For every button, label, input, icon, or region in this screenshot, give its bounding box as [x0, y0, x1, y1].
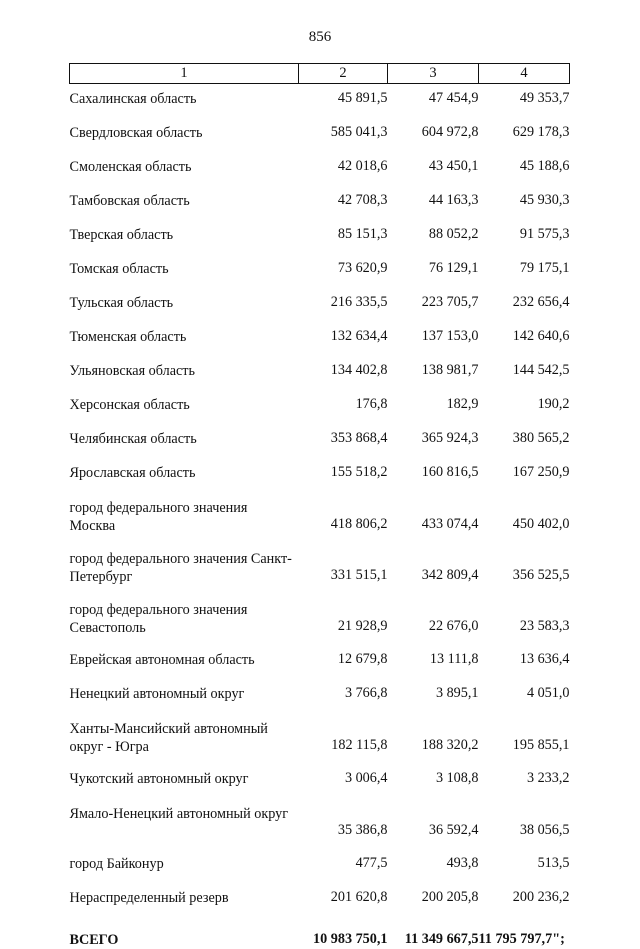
value-col4: 45 930,3: [519, 192, 570, 208]
region-name: Чукотский автономный округ: [69, 771, 249, 787]
total-col3: 11 349 667,5: [404, 931, 479, 947]
value-col3: 22 676,0: [428, 618, 479, 634]
value-col4: 13 636,4: [519, 651, 570, 667]
table-row: [70, 679, 570, 713]
value-col4: 200 236,2: [512, 889, 570, 905]
page-number: 856: [308, 29, 332, 45]
value-col3: 188 320,2: [421, 737, 479, 753]
value-col2: 155 518,2: [330, 464, 388, 480]
region-name: Тверская область: [69, 227, 174, 243]
value-col3: 76 129,1: [428, 260, 479, 276]
value-col4: 513,5: [537, 855, 570, 871]
value-col4: 38 056,5: [519, 822, 570, 838]
value-col2: 45 891,5: [337, 90, 388, 106]
value-col2: 201 620,8: [330, 889, 388, 905]
region-name: Ненецкий автономный округ: [69, 686, 245, 702]
region-name: Свердловская область: [69, 125, 203, 141]
value-col3: 44 163,3: [428, 192, 479, 208]
region-name: Томская область: [69, 261, 169, 277]
total-col4: 11 795 797,7";: [478, 931, 565, 947]
table-row: [70, 458, 570, 492]
column-header-3: 3: [388, 64, 479, 84]
column-header-4: 4: [479, 64, 570, 84]
value-col4: 195 855,1: [512, 737, 570, 753]
value-col3: 433 074,4: [421, 516, 479, 532]
value-col2: 134 402,8: [330, 362, 388, 378]
value-col4: 3 233,2: [526, 770, 570, 786]
value-col4: 190,2: [537, 396, 570, 412]
table-row: [70, 118, 570, 152]
value-col3: 47 454,9: [428, 90, 479, 106]
value-col3: 88 052,2: [428, 226, 479, 242]
region-name: Сахалинская область: [69, 91, 197, 107]
table-row: [70, 220, 570, 254]
value-col3: 223 705,7: [421, 294, 479, 310]
table-row: [70, 713, 570, 764]
region-name: Ямало-Ненецкий автономный округ: [69, 806, 289, 822]
table-row: [70, 254, 570, 288]
table-row: [70, 543, 570, 594]
value-col3: 43 450,1: [428, 158, 479, 174]
value-col4: 380 565,2: [512, 430, 570, 446]
value-col3: 342 809,4: [421, 567, 479, 583]
table-row: [70, 764, 570, 798]
value-col2: 182 115,8: [331, 737, 388, 753]
value-col2: 3 006,4: [344, 770, 388, 786]
value-col3: 604 972,8: [421, 124, 479, 140]
value-col3: 160 816,5: [421, 464, 479, 480]
value-col3: 137 153,0: [421, 328, 479, 344]
table-row: [70, 356, 570, 390]
value-col4: 49 353,7: [519, 90, 570, 106]
region-name: Еврейская автономная область: [69, 652, 255, 668]
value-col4: 142 640,6: [512, 328, 570, 344]
region-name: Херсонская область: [69, 397, 190, 413]
value-col2: 12 679,8: [337, 651, 388, 667]
value-col3: 3 108,8: [435, 770, 479, 786]
table-row: [70, 186, 570, 220]
value-col4: 167 250,9: [512, 464, 570, 480]
value-col2: 418 806,2: [330, 516, 388, 532]
header-row: [70, 64, 570, 84]
region-name: Тульская область: [69, 295, 174, 311]
value-col2: 353 868,4: [330, 430, 388, 446]
table-row: [70, 798, 570, 849]
value-col4: 4 051,0: [526, 685, 570, 701]
value-col4: 356 525,5: [512, 567, 570, 583]
table-row: [70, 288, 570, 322]
value-col2: 3 766,8: [344, 685, 388, 701]
value-col2: 331 515,1: [330, 567, 388, 583]
region-name: Ханты-Мансийский автономный округ - Югра: [69, 721, 268, 755]
table-row: [70, 883, 570, 917]
value-col4: 629 178,3: [512, 124, 570, 140]
region-name: Ярославская область: [69, 465, 196, 481]
value-col2: 585 041,3: [330, 124, 388, 140]
region-name: город федерального значения Санкт-Петербург: [69, 551, 292, 585]
value-col3: 365 924,3: [421, 430, 479, 446]
value-col2: 477,5: [355, 855, 388, 871]
value-col4: 144 542,5: [512, 362, 570, 378]
value-col2: 216 335,5: [330, 294, 388, 310]
budget-table: [69, 63, 570, 949]
value-col2: 42 018,6: [337, 158, 388, 174]
value-col2: 73 620,9: [337, 260, 388, 276]
value-col4: 79 175,1: [519, 260, 570, 276]
value-col3: 3 895,1: [435, 685, 479, 701]
value-col3: 493,8: [446, 855, 479, 871]
table-row: [70, 849, 570, 883]
region-name: Смоленская область: [69, 159, 192, 175]
table-row: [70, 152, 570, 186]
region-name: город федерального значения Москва: [69, 500, 248, 534]
total-label: ВСЕГО: [69, 932, 119, 948]
value-col4: 450 402,0: [512, 516, 570, 532]
total-col2: 10 983 750,1: [313, 931, 388, 947]
region-name: Ульяновская область: [69, 363, 195, 379]
value-col4: 91 575,3: [519, 226, 570, 242]
region-name: Нераспределенный резерв: [69, 890, 229, 906]
value-col2: 35 386,8: [337, 822, 388, 838]
region-name: город Байконур: [69, 856, 164, 872]
value-col4: 232 656,4: [512, 294, 570, 310]
table-row: [70, 645, 570, 679]
table-row: [70, 492, 570, 543]
value-col3: 36 592,4: [428, 822, 479, 838]
value-col2: 176,8: [355, 396, 388, 412]
value-col4: 23 583,3: [519, 618, 570, 634]
value-col3: 182,9: [446, 396, 479, 412]
value-col2: 42 708,3: [337, 192, 388, 208]
total-row: [70, 917, 570, 949]
value-col4: 45 188,6: [519, 158, 570, 174]
table-row: [70, 322, 570, 356]
region-name: город федерального значения Севастополь: [69, 602, 248, 636]
table-row: [70, 594, 570, 645]
region-name: Тамбовская область: [69, 193, 190, 209]
region-name: Тюменская область: [69, 329, 187, 345]
table-row: [70, 424, 570, 458]
column-header-1: 1: [70, 64, 299, 84]
column-header-2: 2: [299, 64, 388, 84]
value-col3: 13 111,8: [429, 651, 479, 667]
value-col3: 138 981,7: [421, 362, 479, 378]
value-col2: 132 634,4: [330, 328, 388, 344]
table-row: [70, 390, 570, 424]
region-name: Челябинская область: [69, 431, 197, 447]
table-row: [70, 84, 570, 119]
value-col2: 21 928,9: [337, 618, 388, 634]
value-col2: 85 151,3: [337, 226, 388, 242]
value-col3: 200 205,8: [421, 889, 479, 905]
